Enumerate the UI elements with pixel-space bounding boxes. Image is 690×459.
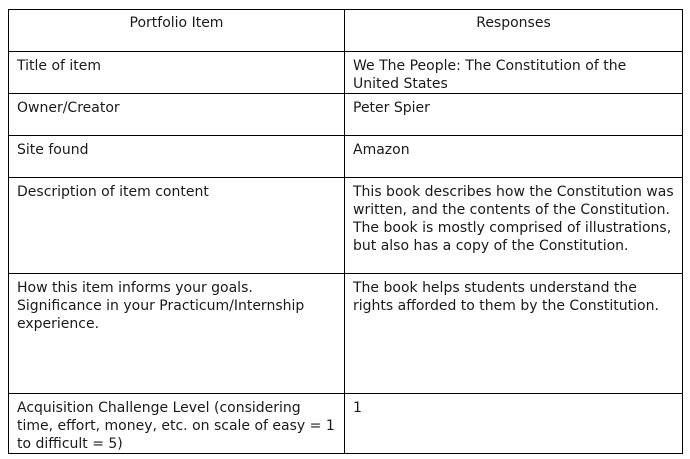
table-header-row (9, 10, 683, 52)
row-item-description: Description of item content (9, 178, 345, 274)
row-item-title: Title of item (9, 52, 345, 94)
table-row (9, 394, 683, 454)
table-row (9, 94, 683, 136)
row-item-owner: Owner/Creator (9, 94, 345, 136)
row-item-goals: How this item informs your goals. Significance in your Practicum/Internship experience. (9, 274, 345, 394)
table-row (9, 136, 683, 178)
header-portfolio-item: Portfolio Item (9, 10, 345, 52)
row-response-challenge: 1 (345, 394, 683, 454)
portfolio-table (8, 9, 683, 454)
header-responses: Responses (345, 10, 683, 52)
row-item-site: Site found (9, 136, 345, 178)
table-row (9, 274, 683, 394)
row-response-title: We The People: The Constitution of the United States (345, 52, 683, 94)
row-response-goals: The book helps students understand the rights afforded to them by the Constitution. (345, 274, 683, 394)
row-item-challenge: Acquisition Challenge Level (considering time, effort, money, etc. on scale of easy = 1 to difficult = 5) (9, 394, 345, 454)
table-row (9, 178, 683, 274)
row-response-description: This book describes how the Constitution was written, and the contents of the Constitution. The book is mostly comprised of illustrations, but also has a copy of the Constitution. (345, 178, 683, 274)
row-response-site: Amazon (345, 136, 683, 178)
table-row (9, 52, 683, 94)
row-response-owner: Peter Spier (345, 94, 683, 136)
